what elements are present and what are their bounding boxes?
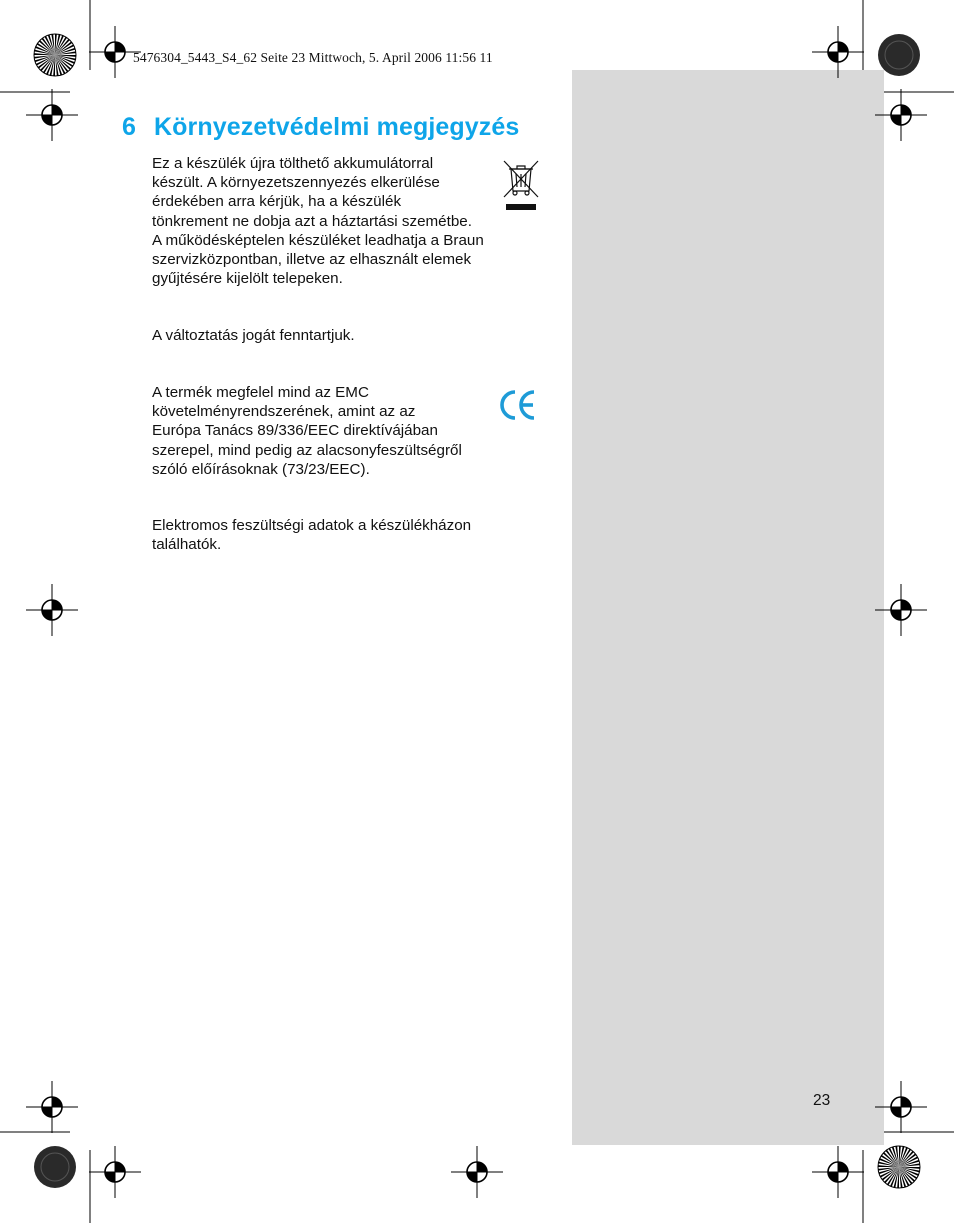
text-line: A változtatás jogát fenntartjuk. [152, 327, 355, 344]
text-line: A termék megfelel mind az EMC [152, 384, 369, 401]
text-line: szóló előírásoknak (73/23/EEC). [152, 460, 370, 478]
conformity-paragraph [152, 383, 462, 479]
text-line: érdekében arra kérjük, ha a készülék [152, 193, 402, 211]
voltage-paragraph [152, 516, 471, 554]
text-line: találhatók. [152, 536, 222, 554]
text-line: A működésképtelen készüléket leadhatja a Braun [152, 231, 484, 249]
text-line: követelményrendszerének, amint az az [152, 403, 416, 421]
text-line: készült. A környezetszennyezés elkerülése [152, 174, 440, 192]
text-line: Ez a készülék újra tölthető akkumulátorral [152, 155, 434, 172]
ce-mark-icon [498, 388, 538, 422]
text-line: szerepel, mind pedig az alacsonyfeszültségről [152, 441, 462, 459]
changes-paragraph [152, 326, 355, 345]
crossed-out-wheelie-bin-icon [500, 157, 542, 213]
section-number: 6 [122, 113, 137, 141]
section-title: Környezetvédelmi megjegyzés [154, 113, 520, 141]
text-line: Európa Tanács 89/336/EEC direktívájában [152, 422, 438, 440]
text-line: tönkrement ne dobja azt a háztartási szemétbe. [152, 212, 472, 230]
text-line: gyűjtésére kijelölt telepeken. [152, 270, 343, 288]
page-number: 23 [813, 1092, 831, 1109]
text-line: szervizközpontban, illetve az elhasznált elemek [152, 251, 472, 269]
section-heading [122, 113, 519, 142]
print-slug: 5476304_5443_S4_62 Seite 23 Mittwoch, 5. April 2006 11:56 11 [133, 50, 493, 65]
text-line: Elektromos feszültségi adatok a készülékházon [152, 517, 472, 534]
disposal-paragraph [152, 154, 484, 288]
